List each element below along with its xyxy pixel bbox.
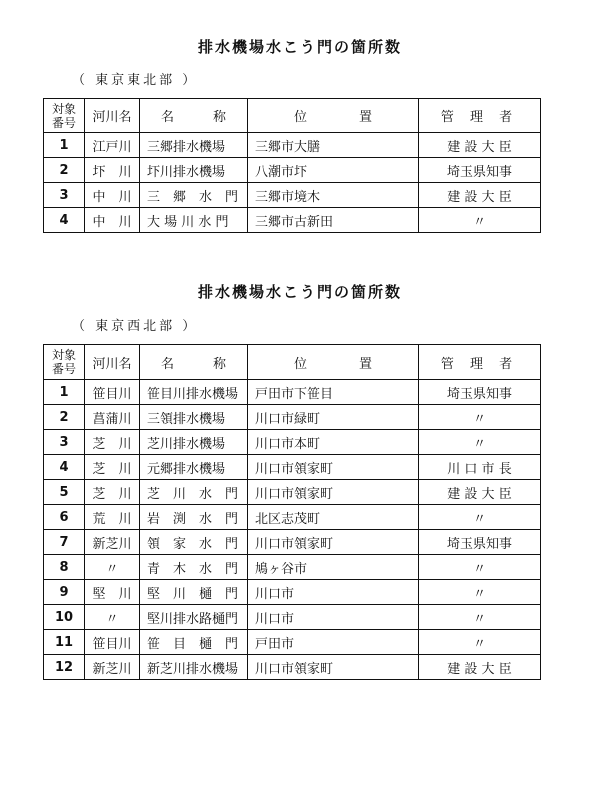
header-number: 対象 番号 — [44, 345, 85, 380]
facility-table-west-north — [43, 344, 541, 680]
cell-number: 4 — [44, 455, 85, 480]
cell-location: 川口市領家町 — [248, 530, 419, 555]
cell-location: 戸田市下笹目 — [248, 380, 419, 405]
cell-river: 中 川 — [85, 208, 140, 233]
cell-location: 三郷市境木 — [248, 183, 419, 208]
cell-location: 三郷市大膳 — [248, 133, 419, 158]
cell-manager: 建 設 大 臣 — [419, 655, 541, 680]
cell-manager: 〃 — [419, 505, 541, 530]
cell-location: 川口市 — [248, 580, 419, 605]
header-location: 位 置 — [248, 345, 419, 380]
cell-manager: 埼玉県知事 — [419, 530, 541, 555]
cell-facility-name: 三郷排水機場 — [140, 133, 248, 158]
cell-river: 堅 川 — [85, 580, 140, 605]
cell-manager: 〃 — [419, 208, 541, 233]
cell-facility-name: 新芝川排水機場 — [140, 655, 248, 680]
cell-number: 1 — [44, 380, 85, 405]
cell-location: 川口市 — [248, 605, 419, 630]
table-row — [44, 555, 541, 580]
cell-location: 川口市本町 — [248, 430, 419, 455]
table-row — [44, 655, 541, 680]
cell-location: 戸田市 — [248, 630, 419, 655]
cell-manager: 埼玉県知事 — [419, 158, 541, 183]
cell-river: 〃 — [85, 605, 140, 630]
cell-location: 川口市緑町 — [248, 405, 419, 430]
cell-location: 川口市領家町 — [248, 480, 419, 505]
table-row — [44, 208, 541, 233]
cell-number: 6 — [44, 505, 85, 530]
table-row — [44, 530, 541, 555]
cell-number: 8 — [44, 555, 85, 580]
header-river: 河川名 — [85, 99, 140, 133]
cell-manager: 〃 — [419, 430, 541, 455]
header-location: 位 置 — [248, 99, 419, 133]
region-label-east-north: （ 東京東北部 ） — [72, 73, 199, 88]
table-header-row — [44, 99, 541, 133]
cell-facility-name: 芝川排水機場 — [140, 430, 248, 455]
cell-facility-name: 芝 川 水 門 — [140, 480, 248, 505]
cell-manager: 〃 — [419, 630, 541, 655]
cell-river: 新芝川 — [85, 530, 140, 555]
cell-number: 3 — [44, 183, 85, 208]
cell-facility-name: 笹 目 樋 門 — [140, 630, 248, 655]
table-row — [44, 183, 541, 208]
cell-manager: 〃 — [419, 405, 541, 430]
cell-number: 5 — [44, 480, 85, 505]
cell-manager: 建 設 大 臣 — [419, 133, 541, 158]
cell-manager: 埼玉県知事 — [419, 380, 541, 405]
cell-facility-name: 笹目川排水機場 — [140, 380, 248, 405]
cell-facility-name: 元郷排水機場 — [140, 455, 248, 480]
header-manager: 管 理 者 — [419, 345, 541, 380]
cell-river: 芝 川 — [85, 430, 140, 455]
cell-location: 川口市領家町 — [248, 655, 419, 680]
cell-number: 2 — [44, 158, 85, 183]
cell-facility-name: 堅 川 樋 門 — [140, 580, 248, 605]
table-row — [44, 158, 541, 183]
cell-location: 三郷市古新田 — [248, 208, 419, 233]
cell-manager: 〃 — [419, 605, 541, 630]
cell-facility-name: 三 郷 水 門 — [140, 183, 248, 208]
header-river: 河川名 — [85, 345, 140, 380]
cell-facility-name: 三領排水機場 — [140, 405, 248, 430]
cell-facility-name: 圷川排水機場 — [140, 158, 248, 183]
cell-river: 笹目川 — [85, 630, 140, 655]
facility-table-east-north — [43, 98, 541, 233]
cell-location: 川口市領家町 — [248, 455, 419, 480]
cell-manager: 〃 — [419, 555, 541, 580]
table-row — [44, 380, 541, 405]
table-header-row — [44, 345, 541, 380]
header-name: 名 称 — [140, 99, 248, 133]
cell-manager: 川 口 市 長 — [419, 455, 541, 480]
cell-manager: 建 設 大 臣 — [419, 480, 541, 505]
cell-number: 9 — [44, 580, 85, 605]
cell-number: 4 — [44, 208, 85, 233]
cell-number: 7 — [44, 530, 85, 555]
section-title-east-north: 排水機場水こう門の箇所数 — [197, 38, 402, 56]
section-title-west-north: 排水機場水こう門の箇所数 — [197, 283, 402, 301]
cell-river: 荒 川 — [85, 505, 140, 530]
cell-number: 2 — [44, 405, 85, 430]
cell-facility-name: 領 家 水 門 — [140, 530, 248, 555]
table-row — [44, 630, 541, 655]
cell-number: 3 — [44, 430, 85, 455]
cell-river: 芝 川 — [85, 480, 140, 505]
cell-number: 10 — [44, 605, 85, 630]
cell-number: 1 — [44, 133, 85, 158]
cell-river: 中 川 — [85, 183, 140, 208]
table-row — [44, 405, 541, 430]
table-row — [44, 430, 541, 455]
cell-facility-name: 堅川排水路樋門 — [140, 605, 248, 630]
header-number: 対象 番号 — [44, 99, 85, 133]
table-row — [44, 505, 541, 530]
cell-facility-name: 大 場 川 水 門 — [140, 208, 248, 233]
cell-location: 鳩ヶ谷市 — [248, 555, 419, 580]
header-name: 名 称 — [140, 345, 248, 380]
table-row — [44, 480, 541, 505]
table-row — [44, 580, 541, 605]
cell-location: 八潮市圷 — [248, 158, 419, 183]
cell-manager: 建 設 大 臣 — [419, 183, 541, 208]
region-label-west-north: （ 東京西北部 ） — [72, 319, 199, 334]
cell-facility-name: 青 木 水 門 — [140, 555, 248, 580]
cell-number: 12 — [44, 655, 85, 680]
cell-river: 新芝川 — [85, 655, 140, 680]
table-row — [44, 455, 541, 480]
header-manager: 管 理 者 — [419, 99, 541, 133]
cell-location: 北区志茂町 — [248, 505, 419, 530]
table-row — [44, 605, 541, 630]
cell-river: 江戸川 — [85, 133, 140, 158]
cell-river: 芝 川 — [85, 455, 140, 480]
cell-river: 圷 川 — [85, 158, 140, 183]
cell-facility-name: 岩 渕 水 門 — [140, 505, 248, 530]
cell-number: 11 — [44, 630, 85, 655]
cell-manager: 〃 — [419, 580, 541, 605]
cell-river: 〃 — [85, 555, 140, 580]
cell-river: 菖蒲川 — [85, 405, 140, 430]
cell-river: 笹目川 — [85, 380, 140, 405]
table-row — [44, 133, 541, 158]
